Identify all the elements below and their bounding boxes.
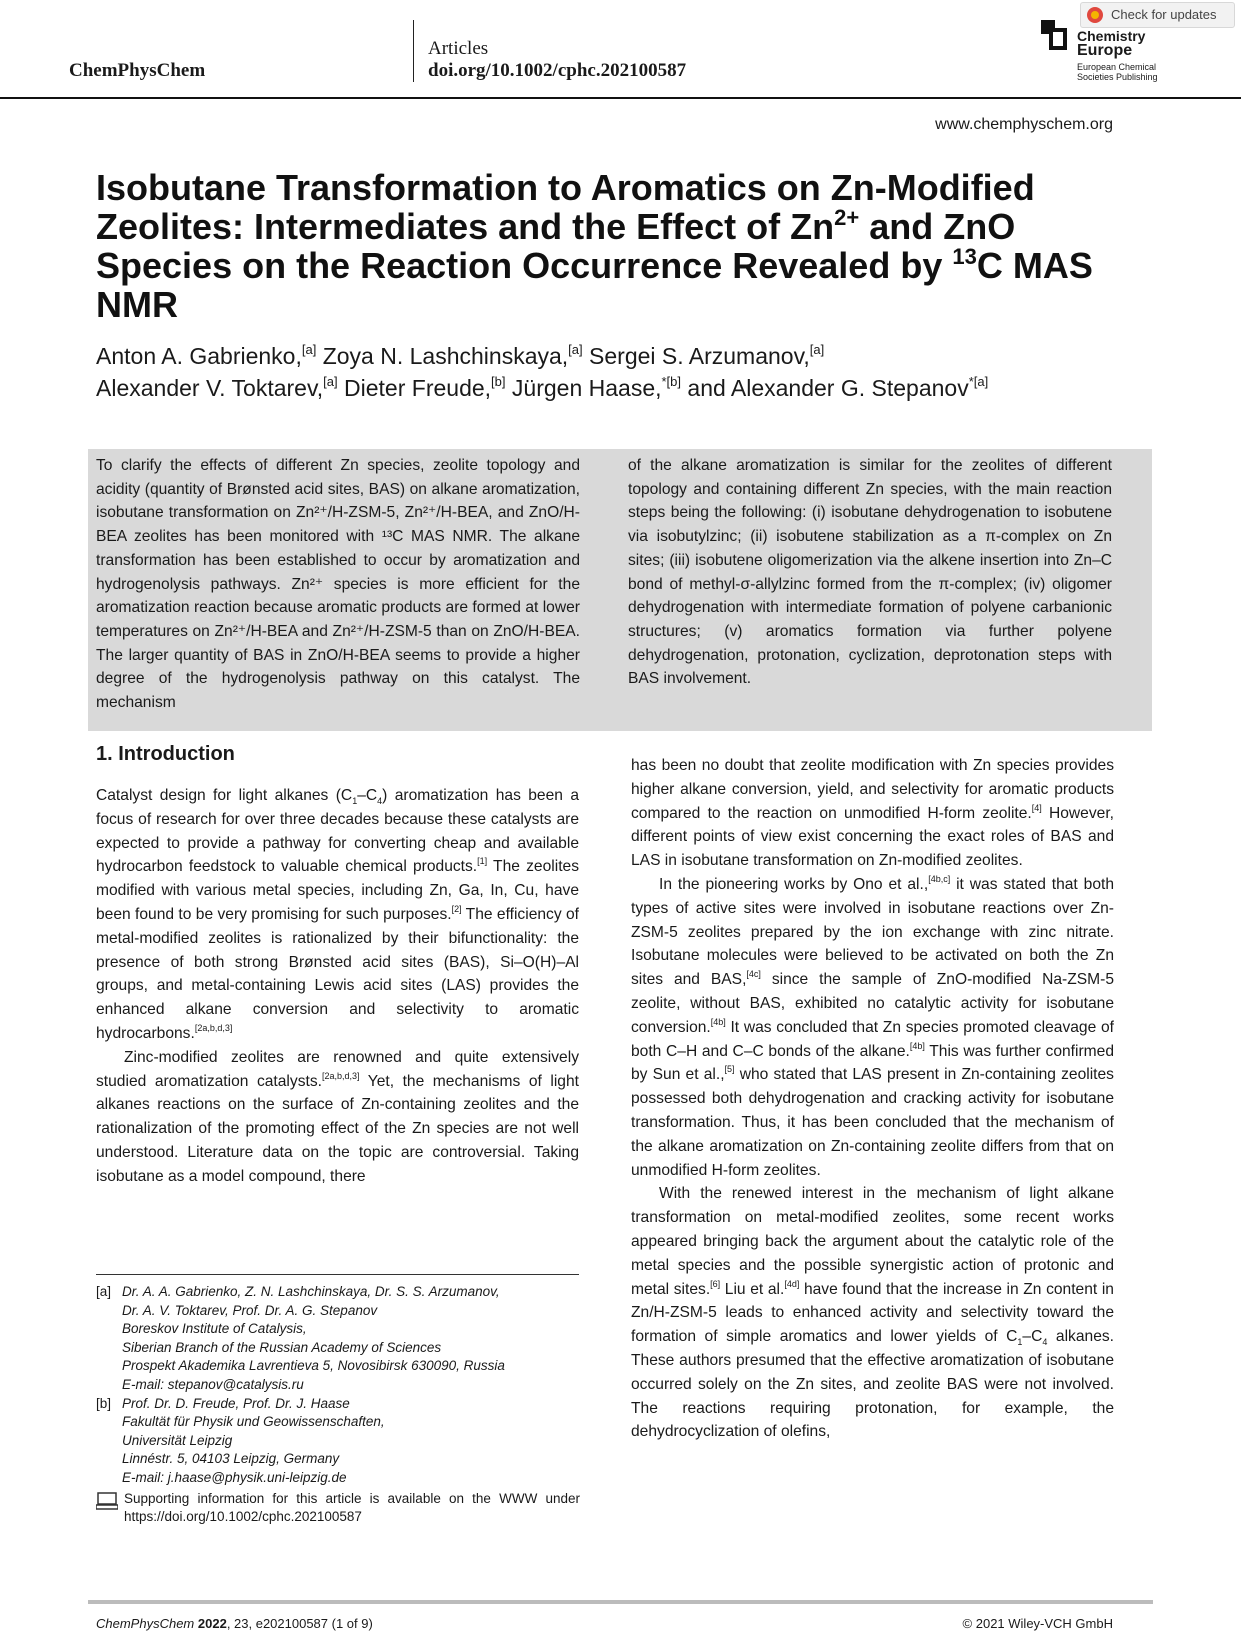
paragraph: has been no doubt that zeolite modification with Zn species provides higher alkane conversion, yield, and selectivity for aromatic products compared to the reaction on unmodified H-form zeolite.[4] However, different points of view exist concerning the exact roles of BAS and LAS in isobutane transformation on Zn-modified zeolites.	[631, 757, 1114, 870]
computer-icon	[96, 1492, 118, 1510]
affiliation-footnotes	[96, 1283, 580, 1527]
title-sup-1: 2+	[834, 205, 860, 230]
chemistry-europe-logo-icon	[1041, 20, 1071, 54]
section-label: Articles	[428, 38, 489, 59]
author-name: and Alexander G. Stepanov	[681, 375, 969, 401]
footer-citation: ChemPhysChem 2022, 23, e202100587 (1 of 9)	[96, 1616, 373, 1631]
author-name: Alexander V. Toktarev,	[96, 375, 324, 401]
footnote-tag: [a]	[96, 1284, 112, 1299]
author-affiliation: [b]	[491, 374, 506, 389]
abstract-column-1	[96, 454, 580, 715]
title-part-1: Isobutane Transformation to Aromatics on Zn-Modified Zeolites: Intermediates and the Effect of Zn	[96, 167, 1035, 247]
citation-link[interactable]: [4b]	[909, 1040, 925, 1051]
footnote-body: Prof. Dr. D. Freude, Prof. Dr. J. Haase Fakultät für Physik und Geowissenschaften, Universität Leipzig Linnéstr. 5, 04103 Leipzig, Germany E-mail: j.haase@physik.uni-leipzig.de	[122, 1395, 385, 1485]
email-link[interactable]: E-mail: j.haase@physik.uni-leipzig.de	[122, 1469, 347, 1485]
footnote-tag: [b]	[96, 1395, 112, 1411]
author-name: Zoya N. Lashchinskaya,	[316, 343, 569, 369]
author-list	[96, 340, 988, 404]
body-column-left	[96, 742, 579, 1189]
author-name: Anton A. Gabrienko,	[96, 343, 302, 369]
check-for-updates-label: Check for updates	[1111, 7, 1217, 22]
author-affiliation: [a]	[809, 342, 825, 357]
supporting-info-text: Supporting information for this article is available on the WWW under https://doi.org/10.1002/cphc.202100587	[124, 1490, 580, 1525]
title-part-2: and ZnO Species on the Reaction Occurrence Revealed by	[96, 206, 1016, 286]
crossmark-icon	[1087, 7, 1103, 23]
doi-link[interactable]: doi.org/10.1002/cphc.202100587	[428, 60, 687, 81]
citation-link[interactable]: [4c]	[746, 969, 761, 980]
footnote-b	[96, 1395, 580, 1488]
body-column-right	[631, 754, 1114, 1444]
citation-link[interactable]: [4d]	[784, 1278, 800, 1289]
footer-copyright: © 2021 Wiley-VCH GmbH	[962, 1616, 1113, 1631]
article-title	[96, 168, 1096, 324]
title-sup-2: 13	[952, 244, 977, 269]
citation-link[interactable]: [2a,b,d,3]	[321, 1070, 360, 1081]
author-affiliation: *[b]	[661, 374, 682, 389]
footer-rule	[88, 1600, 1153, 1604]
author-name: Jürgen Haase,	[505, 375, 662, 401]
author-name: Sergei S. Arzumanov,	[582, 343, 810, 369]
citation-link[interactable]: [1]	[477, 856, 488, 867]
publisher-name-line-1: Chemistry	[1077, 28, 1146, 44]
paragraph: Zinc-modified zeolites are renowned and quite extensively studied aromatization catalysts.[2a,b,d,3] Yet, the mechanisms of light alkanes reactions on the surface of Zn-containing zeolites and the rationalization of the promoting effect of the Zn species are not well understood. Literature data on the topic are controversial. Taking isobutane as a model compound, there	[96, 1048, 579, 1185]
section-heading-introduction: 1. Introduction	[96, 743, 235, 765]
citation-link[interactable]: [5]	[724, 1064, 735, 1075]
header-divider	[413, 20, 414, 82]
paragraph: In the pioneering works by Ono et al.,[4b,c] it was stated that both types of active sites were involved in isobutane reactions over Zn-ZSM-5 zeolites prepared by the ion exchange with zinc nitrate. Isobutane molecules were believed to be activated on both the Zn sites and BAS,[4c] since the sample of ZnO-modified Na-ZSM-5 zeolite, without BAS, exhibited no catalytic activity for isobutane conversion.[4b] It was concluded that Zn species promoted cleavage of both C–H and C–C bonds of the alkane.[4b] This was further confirmed by Sun et al.,[5] who stated that LAS present in Zn-containing zeolites possessed both dehydrogenation and cracking activity for isobutane transformation. Thus, it has been concluded that the mechanism of the alkane aromatization on Zn-containing zeolite differs from that on unmodified H-form zeolites.	[631, 873, 1115, 1179]
abstract-box	[88, 449, 1152, 731]
publisher-sub-line-1: European Chemical	[1077, 62, 1157, 72]
paragraph: With the renewed interest in the mechanism of light alkane transformation on metal-modified zeolites, some recent works appeared bringing back the argument about the catalytic role of the metal species and the possible synergistic action of protonic and metal sites.[6] Liu et al.[4d] have found that the increase in Zn content in Zn/H-ZSM-5 leads to enhanced activity and selectivity toward the formation of simple aromatics and lower yields of $C_1-C_4$ alkanes. These authors presumed that the effective aromatization of isobutane occurred solely on the Zn sites, and zeolite BAS were not involved. The reactions requiring protonation, for example, the dehydrocyclization of olefins,	[631, 1185, 1114, 1441]
header-rule	[0, 97, 1241, 99]
title-part-3: C MAS NMR	[96, 245, 1093, 325]
abstract-column-2	[628, 454, 1112, 691]
site-url-link[interactable]: www.chemphyschem.org	[935, 116, 1113, 133]
citation-link[interactable]: [4]	[1031, 802, 1042, 813]
citation-link[interactable]: [4b,c]	[928, 873, 951, 884]
author-affiliation: [a]	[568, 342, 583, 357]
paragraph: Catalyst design for light alkanes $(C_1-C_4)$ aromatization has been a focus of research for over three decades because these catalysts are expected to provide a pathway for converting cheap and available hydrocarbon feedstock to valuable chemical products.[1] The zeolites modified with various metal species, including Zn, Ga, In, Cu, have been found to be very promising for such purposes.[2] The efficiency of metal-modified zeolites is rationalized by their bifunctionality: the presence of both strong Brønsted acid sites (BAS), Si–O(H)–Al groups, and metal-containing Lewis acid sites (LAS) provides the enhanced alkane conversion and selectivity to aromatic hydrocarbons.[2a,b,d,3]	[96, 787, 580, 1042]
publisher-sub-line-2: Societies Publishing	[1077, 72, 1158, 82]
email-link[interactable]: E-mail: stepanov@catalysis.ru	[122, 1376, 304, 1392]
author-name: Dieter Freude,	[337, 375, 492, 401]
abstract-text-1: To clarify the effects of different Zn species, zeolite topology and acidity (quantity of Brønsted acid sites, BAS) on alkane aromatization, isobutane transformation on Zn²⁺/H-ZSM-5, Zn²⁺/H-BEA, and ZnO/H-BEA zeolites has been monitored with ¹³C MAS NMR. The alkane transformation has been established to occur by aromatization and hydrogenolysis pathways. Zn²⁺ species is more efficient for the aromatization reaction because aromatic products are formed at lower temperatures on Zn²⁺/H-BEA and Zn²⁺/H-ZSM-5 than on ZnO/H-BEA. The larger quantity of BAS in ZnO/H-BEA seems to provide a higher degree of the hydrogenolysis pathway on this catalyst. The mechanism	[96, 457, 580, 712]
citation-link[interactable]: [2]	[451, 903, 462, 914]
author-affiliation: [a]	[301, 342, 317, 357]
citation-link[interactable]: [6]	[710, 1278, 721, 1289]
footnote-body: Dr. A. A. Gabrienko, Z. N. Lashchinskaya, Dr. S. S. Arzumanov, Dr. A. V. Toktarev, Prof. Dr. A. G. Stepanov Boreskov Institute of Catalysis, Siberian Branch of the Russian Academy of Sciences Prospekt Akademika Lavrentieva 5, Novosibirsk 630090, Russia E-mail: stepanov@catalysis.ru	[122, 1284, 505, 1392]
abstract-text-2: of the alkane aromatization is similar for the zeolites of different topology and containing different Zn species, with the main reaction steps being the following: (i) isobutane dehydrogenation to isobutene via isobutylzinc; (ii) isobutene stabilization as a π-complex on Zn sites; (iii) isobutene oligomerization via the alkene insertion into Zn–C bond of methyl-σ-allylzinc formed from the π-complex; (iv) oligomer dehydrogenation with intermediate formation of polyene carbanionic structures; (v) aromatics formation via further polyene dehydrogenation, protonation, cyclization, deprotonation steps with BAS involvement.	[628, 457, 1112, 688]
footnote-rule	[96, 1274, 579, 1275]
citation-link[interactable]: [2a,b,d,3]	[194, 1022, 233, 1033]
author-affiliation: [a]	[323, 374, 338, 389]
publisher-name-line-2: Europe	[1077, 42, 1133, 59]
check-for-updates-button[interactable]	[1080, 2, 1235, 28]
author-affiliation: *[a]	[968, 374, 989, 389]
supporting-info-note	[96, 1490, 580, 1527]
journal-name: ChemPhysChem	[69, 60, 206, 81]
citation-link[interactable]: [4b]	[710, 1016, 726, 1027]
footnote-a	[96, 1283, 580, 1395]
